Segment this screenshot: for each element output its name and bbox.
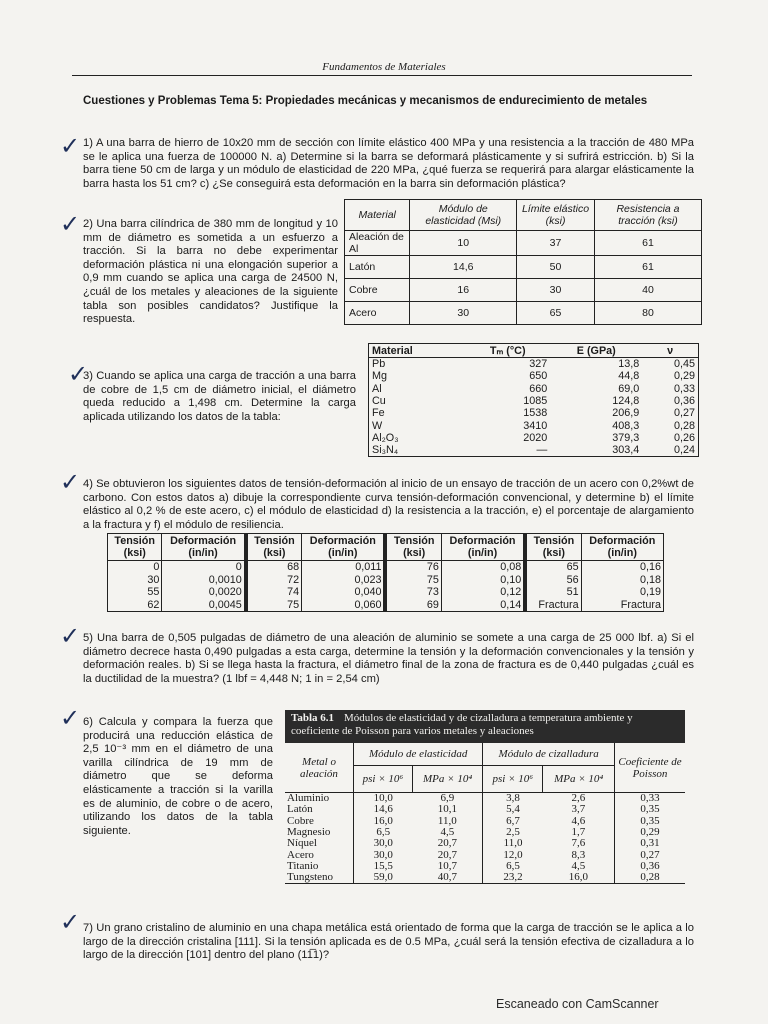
table-cell: Al₂O₃	[372, 431, 399, 444]
table-cell: Aleación de Al	[345, 231, 410, 256]
table-problem-3	[368, 343, 699, 457]
group-header: Módulo de elasticidad	[354, 743, 483, 766]
table-cell: Cobre	[287, 814, 314, 827]
table-cell: 5,4	[483, 804, 543, 815]
table-row	[345, 302, 702, 325]
table-cell: 0,27	[615, 849, 686, 860]
table-cell: Tungsteno	[287, 871, 334, 884]
table-cell: 20,7	[437, 837, 457, 850]
table-cell: 80	[594, 302, 701, 325]
table-cell: 0,16	[581, 561, 663, 574]
table-row	[345, 256, 702, 279]
table-cell: 0,35	[615, 804, 686, 815]
table-cell: 0,08	[441, 561, 525, 574]
table-cell: Latón	[287, 803, 313, 816]
table-cell: 10,1	[437, 803, 457, 816]
col-header: Metal o aleación	[285, 743, 354, 793]
table-cell: 14,6	[410, 256, 517, 279]
table-cell: 0,28	[673, 419, 695, 432]
table-cell: 51	[525, 586, 581, 599]
table-cell: 0,10	[441, 574, 525, 587]
col-header: E (GPa)	[550, 344, 642, 358]
table-cell: 75	[385, 574, 441, 587]
table-cell: 7,6	[571, 837, 586, 850]
table-6-1-caption	[285, 710, 685, 743]
table-problem-2	[344, 199, 702, 325]
problem-4: 4) Se obtuvieron los siguientes datos de tensión-deformación al inicio de un ensayo de tracción de un acero con 0,2%wt de carbono. Con estos datos a) dibuje la correspondiente curva tensión-deformación convencional, y determine b) el límite elástico al 0,2 % de este acero, c) el módulo de elasticidad d) la resistencia a la tracción, e) el porcentaje de alargamiento a la fractura y f) el módulo de resiliencia.	[83, 478, 694, 531]
table-cell: 65	[517, 302, 595, 325]
table-cell: Fractura	[581, 599, 663, 612]
col-header: Deformación (in/in)	[441, 534, 525, 561]
table-cell: 2,5	[483, 827, 543, 838]
table-cell: 50	[517, 256, 595, 279]
table-cell: 56	[525, 574, 581, 587]
table-cell: 14,6	[354, 804, 413, 815]
table-6-1-grid	[285, 743, 685, 884]
table-cell: 30	[108, 574, 162, 587]
table-cell: 3,7	[571, 803, 586, 816]
col-header: psi × 10⁶	[354, 766, 413, 793]
table-cell: Titanio	[287, 859, 319, 872]
table-cell: 0	[108, 561, 162, 574]
table-row	[285, 816, 685, 827]
table-cell: 0,33	[673, 382, 695, 395]
table-row	[285, 872, 685, 884]
table-row	[285, 793, 685, 805]
table-cell: Si₃N₄	[372, 444, 399, 457]
table-cell: 69,0	[618, 382, 640, 395]
table-cell: 1,7	[571, 826, 586, 839]
col-header: MPa × 10⁴	[543, 766, 615, 793]
table-cell: 16,0	[354, 816, 413, 827]
table-cell: 8,3	[571, 848, 586, 861]
table-cell: 0,18	[581, 574, 663, 587]
table-cell: 74	[246, 586, 302, 599]
group-header: Módulo de cizalladura	[483, 743, 615, 766]
col-header: Resistencia a tracción (ksi)	[594, 200, 701, 231]
table-cell: 124,8	[612, 395, 640, 408]
problem-7: 7) Un grano cristalino de aluminio en una chapa metálica está orientado de forma que la carga de tracción se le aplica a lo largo de la dirección cristalina [111]. Si la tensión aplicada es de 0.5 MPa, ¿cuál será la tensión efectiva de cizalladura a lo largo de la dirección [101] dentro del plano (11̅1)?	[83, 922, 694, 962]
table-cell: 16,0	[568, 871, 588, 884]
table-cell: 0,29	[615, 827, 686, 838]
table-cell: 0	[162, 561, 246, 574]
table-cell: 55	[108, 586, 162, 599]
table-cell: 65	[525, 561, 581, 574]
table-cell: 20,7	[437, 848, 457, 861]
col-header: Deformación (in/in)	[302, 534, 386, 561]
col-header: Tensión (ksi)	[246, 534, 302, 561]
table-cell: 69	[385, 599, 441, 612]
table-cell: 0,0010	[162, 574, 246, 587]
table-row	[369, 419, 699, 431]
table-cell: 0,36	[615, 861, 686, 872]
table-row	[108, 599, 664, 612]
col-header: Límite elástico (ksi)	[517, 200, 595, 231]
table-cell: 75	[246, 599, 302, 612]
table-cell: 0,28	[615, 872, 686, 884]
table-cell: 13,8	[618, 358, 640, 371]
col-header: Material	[345, 200, 410, 231]
table-row	[369, 432, 699, 444]
table-cell: Níquel	[287, 837, 317, 850]
table-cell: 76	[385, 561, 441, 574]
table-cell: Cobre	[345, 279, 410, 302]
table-cell: 11,0	[483, 838, 543, 849]
table-cell: 15,5	[354, 861, 413, 872]
table-cell: 0,45	[673, 358, 695, 371]
table-cell: 61	[594, 256, 701, 279]
problem-6: 6) Calcula y compara la fuerza que producirá una reducción elástica de 2,5 10⁻³ mm en el diámetro de una varilla cilíndrica de 19 mm de diámetro que se deforma elásticamente a tracción si la varilla es de aluminio, de cobre o de acero, utilizando los datos de la tabla siguiente.	[83, 716, 273, 837]
table-cell: 30	[517, 279, 595, 302]
table-cell: 40	[594, 279, 701, 302]
table-cell: Acero	[345, 302, 410, 325]
table-cell: 0,011	[302, 561, 386, 574]
table-cell: 4,6	[571, 814, 586, 827]
table-cell: 0,31	[615, 838, 686, 849]
table-cell: 44,8	[618, 370, 640, 383]
table-cell: 6,5	[354, 827, 413, 838]
table-row	[369, 444, 699, 457]
col-header: MPa × 10⁴	[412, 766, 482, 793]
table-cell: 72	[246, 574, 302, 587]
table-cell: 37	[517, 231, 595, 256]
table-cell: 2020	[523, 431, 548, 444]
table-cell: 650	[529, 370, 548, 383]
table-cell: 12,0	[483, 849, 543, 860]
table-cell: 30,0	[354, 838, 413, 849]
table-cell: 10,7	[437, 859, 457, 872]
col-header: Tensión (ksi)	[385, 534, 441, 561]
table-cell: Cu	[372, 395, 386, 408]
running-header: Fundamentos de Materiales	[322, 61, 446, 73]
table-row	[369, 383, 699, 395]
check-mark-icon: ✓	[60, 210, 81, 238]
table-cell: Aluminio	[287, 792, 330, 805]
table-cell: Magnesio	[287, 826, 331, 839]
table-row	[285, 838, 685, 849]
table-row	[108, 574, 664, 587]
col-header: Tensión (ksi)	[108, 534, 162, 561]
table-cell: 2,6	[571, 792, 586, 805]
table-cell: 62	[108, 599, 162, 612]
table-cell: 40,7	[437, 871, 457, 884]
table-cell: 1085	[523, 395, 548, 408]
table-cell: 10	[410, 231, 517, 256]
check-mark-icon: ✓	[60, 132, 81, 160]
check-mark-icon: ✓	[60, 622, 81, 650]
table-cell: 0,0020	[162, 586, 246, 599]
col-header: Deformación (in/in)	[581, 534, 663, 561]
table-cell: 3,8	[483, 793, 543, 805]
table-row	[285, 849, 685, 860]
col-header: ν	[642, 344, 698, 358]
check-mark-icon: ✓	[60, 468, 81, 496]
table-cell: Pb	[372, 358, 386, 371]
scanner-watermark: Escaneado con CamScanner	[496, 997, 659, 1011]
col-header: Deformación (in/in)	[162, 534, 246, 561]
table-problem-4	[107, 533, 664, 612]
table-cell: Fractura	[525, 599, 581, 612]
table-6-1	[285, 710, 685, 912]
table-row	[369, 407, 699, 419]
check-mark-icon: ✓	[68, 360, 89, 388]
table-cell: 73	[385, 586, 441, 599]
table-row	[108, 561, 664, 574]
table-cell: 0,19	[581, 586, 663, 599]
table-cell: 68	[246, 561, 302, 574]
table-cell: 30,0	[354, 849, 413, 860]
col-header: Material	[369, 344, 466, 358]
table-cell: 61	[594, 231, 701, 256]
table-cell: 30	[410, 302, 517, 325]
col-header: Módulo de elasticidad (Msi)	[410, 200, 517, 231]
table-cell: 6,5	[483, 861, 543, 872]
table-row	[369, 395, 699, 407]
table-cell: 408,3	[612, 419, 640, 432]
table-cell: 0,14	[441, 599, 525, 612]
table-cell: 10,0	[354, 793, 413, 805]
problem-3: 3) Cuando se aplica una carga de tracción a una barra de cobre de 1,5 cm de diámetro inicial, el diámetro queda reducido a 1,498 cm. Determine la carga aplicada utilizando los datos de la tabla:	[83, 370, 356, 423]
table-row	[345, 279, 702, 302]
table-cell: 0,24	[673, 444, 695, 457]
table-cell: 0,35	[615, 816, 686, 827]
table-cell: 0,0045	[162, 599, 246, 612]
table-cell: 0,33	[615, 793, 686, 805]
table-row	[345, 231, 702, 256]
table-row	[285, 804, 685, 815]
check-mark-icon: ✓	[60, 908, 81, 936]
table-row	[369, 358, 699, 371]
table-cell: Fe	[372, 407, 385, 420]
document-title: Cuestiones y Problemas Tema 5: Propiedades mecánicas y mecanismos de endurecimiento de metales	[83, 95, 648, 107]
table-cell: 0,040	[302, 586, 386, 599]
table-6-1-label: Tabla 6.1	[291, 712, 335, 724]
table-cell: W	[372, 419, 383, 432]
table-cell: 11,0	[437, 814, 457, 827]
table-cell: 59,0	[354, 872, 413, 884]
table-row	[369, 370, 699, 382]
table-cell: 0,26	[673, 431, 695, 444]
table-cell: 1538	[523, 407, 548, 420]
table-cell: 206,9	[612, 407, 640, 420]
table-row	[285, 861, 685, 872]
table-cell: 23,2	[483, 872, 543, 884]
table-6-1-caption-text: Módulos de elasticidad y de cizalladura a temperatura ambiente y coeficiente de Poisson para varios metales y aleaciones	[291, 712, 633, 737]
table-cell: 0,060	[302, 599, 386, 612]
table-cell: 0,29	[673, 370, 695, 383]
table-cell: 4,5	[440, 826, 455, 839]
table-row	[108, 586, 664, 599]
table-cell: —	[536, 444, 548, 457]
header-rule	[72, 75, 692, 76]
problem-5: 5) Una barra de 0,505 pulgadas de diámetro de una aleación de aluminio se somete a una carga de 25 000 lbf. a) Si el diámetro decrece hasta 0,490 pulgadas a esta carga, determine la tensión y la deformación convencionales y la tensión y deformación reales. b) Si se llega hasta la fractura, el diámetro final de la zona de fractura es de 0,440 pulgadas ¿cuál es la ductilidad de la muestra? (1 lbf = 4,448 N; 1 in = 2,54 cm)	[83, 632, 694, 685]
table-cell: 3410	[523, 419, 548, 432]
table-cell: 6,7	[483, 816, 543, 827]
table-cell: 660	[529, 382, 548, 395]
table-cell: 6,9	[440, 792, 455, 805]
table-cell: Latón	[345, 256, 410, 279]
table-cell: 379,3	[612, 431, 640, 444]
table-cell: 327	[529, 358, 548, 371]
col-header: Tensión (ksi)	[525, 534, 581, 561]
table-cell: 0,12	[441, 586, 525, 599]
table-cell: 16	[410, 279, 517, 302]
table-cell: 0,27	[673, 407, 695, 420]
check-mark-icon: ✓	[60, 704, 81, 732]
table-cell: Mg	[372, 370, 387, 383]
table-cell: Al	[372, 382, 382, 395]
problem-1: 1) A una barra de hierro de 10x20 mm de sección con límite elástico 400 MPa y una resistencia a la tracción de 480 MPa se le aplica una fuerza de 100000 N. a) Determine si la barra se deformará plásticamente y si sufrirá estricción. b) Si la barra tiene 50 cm de larga y un módulo de elasticidad de 220 MPa, ¿qué fuerza se requerirá para alargar elásticamente la barra hasta los 51 cm? c) ¿Se conseguirá esta deformación en la barra sin deformación plástica?	[83, 137, 694, 190]
table-row	[285, 827, 685, 838]
table-cell: 0,023	[302, 574, 386, 587]
table-cell: 303,4	[612, 444, 640, 457]
col-header: Coeficiente de Poisson	[615, 743, 686, 793]
table-cell: 0,36	[673, 395, 695, 408]
problem-2: 2) Una barra cilíndrica de 380 mm de longitud y 10 mm de diámetro es sometida a un esfuerzo a tracción. Si la barra no debe experimentar deformación plástica ni una elongación superior a 0,9 mm cuando se aplica una carga de 24500 N, ¿cuál de los metales y aleaciones de la siguiente tabla son posibles candidatos? Justifique la respuesta.	[83, 218, 338, 326]
table-cell: Acero	[287, 848, 314, 861]
table-cell: 4,5	[571, 859, 586, 872]
col-header: psi × 10⁶	[483, 766, 543, 793]
col-header: Tₘ (°C)	[465, 344, 550, 358]
